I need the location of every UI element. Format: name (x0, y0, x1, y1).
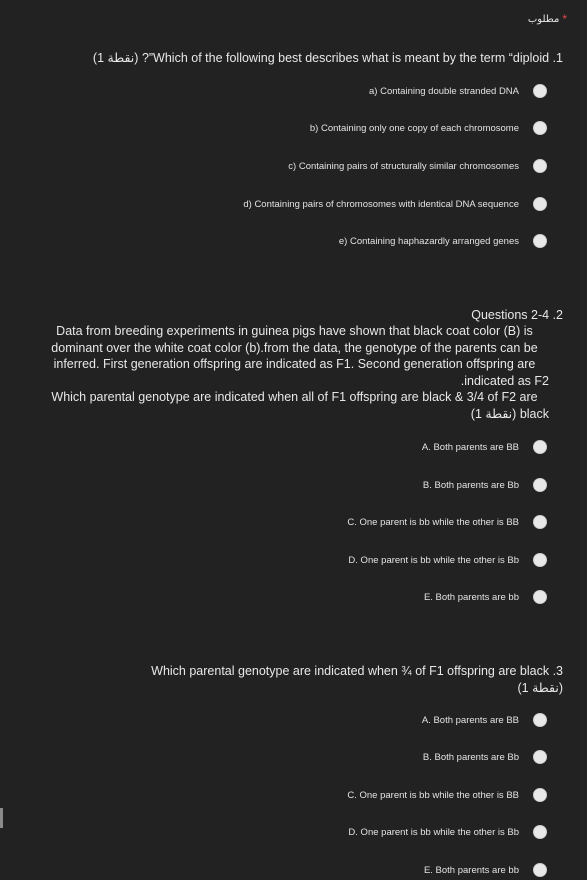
option-label: a) Containing double stranded DNA (369, 85, 519, 97)
q3-option-d[interactable] (348, 823, 547, 841)
question-1-points: (1 نقطة) (92, 51, 139, 65)
radio-button[interactable] (533, 825, 547, 839)
q2-option-b[interactable] (423, 476, 547, 494)
q3-option-c[interactable] (347, 786, 547, 804)
option-label: B. Both parents are Bb (422, 479, 519, 491)
q1-option-b[interactable] (310, 119, 547, 137)
option-label: e) Containing haphazardly arranged genes (338, 235, 519, 247)
question-1-title (93, 50, 563, 67)
radio-button[interactable] (533, 713, 547, 727)
question-3-title (151, 663, 563, 680)
radio-button[interactable] (533, 197, 547, 211)
radio-button[interactable] (533, 788, 547, 802)
q1-option-c[interactable] (288, 157, 547, 175)
required-indicator (528, 12, 567, 26)
radio-button[interactable] (533, 750, 547, 764)
question-2-line-1: Data from breeding experiments in guinea pigs have shown that black coat color (B) is (56, 324, 533, 338)
radio-button[interactable] (533, 553, 547, 567)
question-1-text: ?”Which of the following best describes what is meant by the term “diploid (141, 51, 550, 65)
question-2-line-6 (40, 406, 549, 423)
question-2-heading-text: Questions 2-4 (471, 308, 550, 322)
question-3-number: .3 (552, 664, 563, 678)
q2-option-a[interactable] (422, 438, 547, 456)
question-2-heading (471, 307, 563, 324)
radio-button[interactable] (533, 440, 547, 454)
q2-option-c[interactable] (347, 513, 547, 531)
option-label: E. Both parents are bb (423, 864, 519, 876)
radio-button[interactable] (533, 234, 547, 248)
option-label: C. One parent is bb while the other is BB (347, 789, 519, 801)
question-3-text: Which parental genotype are indicated when ¾ of F1 offspring are black (151, 664, 550, 678)
q2-option-e[interactable] (424, 588, 547, 606)
option-label: A. Both parents are BB (421, 441, 519, 453)
option-label: C. One parent is bb while the other is BB (347, 516, 519, 528)
question-3-points: (1 نقطة) (517, 681, 563, 695)
question-2-last-word: black (519, 406, 549, 421)
question-2-line-2: dominant over the white coat color (b).from the data, the genotype of the parents can be (51, 340, 538, 355)
question-3-points-row (517, 680, 563, 697)
option-label: B. Both parents are Bb (422, 751, 519, 763)
scroll-edge-marker (0, 808, 3, 828)
option-label: b) Containing only one copy of each chromosome (309, 122, 519, 134)
option-label: c) Containing pairs of structurally similar chromosomes (288, 160, 519, 172)
question-2-number: .2 (552, 308, 563, 322)
radio-button[interactable] (533, 863, 547, 877)
required-star: * (562, 12, 567, 26)
option-label: d) Containing pairs of chromosomes with identical DNA sequence (243, 198, 519, 210)
question-2-line-5: Which parental genotype are indicated when all of F1 offspring are black & 3/4 of F2 are (51, 390, 538, 404)
required-label: مطلوب (527, 13, 560, 25)
question-2-points: (1 نقطة) (470, 406, 517, 421)
option-label: D. One parent is bb while the other is Bb (348, 554, 519, 566)
q1-option-d[interactable] (243, 195, 547, 213)
option-label: E. Both parents are bb (423, 591, 519, 603)
question-1-number: .1 (552, 51, 563, 65)
q3-option-a[interactable] (422, 711, 547, 729)
q1-option-a[interactable] (369, 82, 547, 100)
q3-option-b[interactable] (423, 748, 547, 766)
radio-button[interactable] (533, 121, 547, 135)
radio-button[interactable] (533, 84, 547, 98)
radio-button[interactable] (533, 159, 547, 173)
question-2-body (40, 323, 549, 422)
radio-button[interactable] (533, 590, 547, 604)
question-2-line-3: inferred. First generation offspring are indicated as F1. Second generation offspring are (53, 357, 536, 371)
q1-option-e[interactable] (339, 232, 547, 250)
q2-option-d[interactable] (348, 551, 547, 569)
question-2-line-4: .indicated as F2 (460, 373, 549, 388)
option-label: A. Both parents are BB (421, 714, 519, 726)
radio-button[interactable] (533, 515, 547, 529)
option-label: D. One parent is bb while the other is Bb (348, 826, 519, 838)
q3-option-e[interactable] (424, 861, 547, 879)
radio-button[interactable] (533, 478, 547, 492)
